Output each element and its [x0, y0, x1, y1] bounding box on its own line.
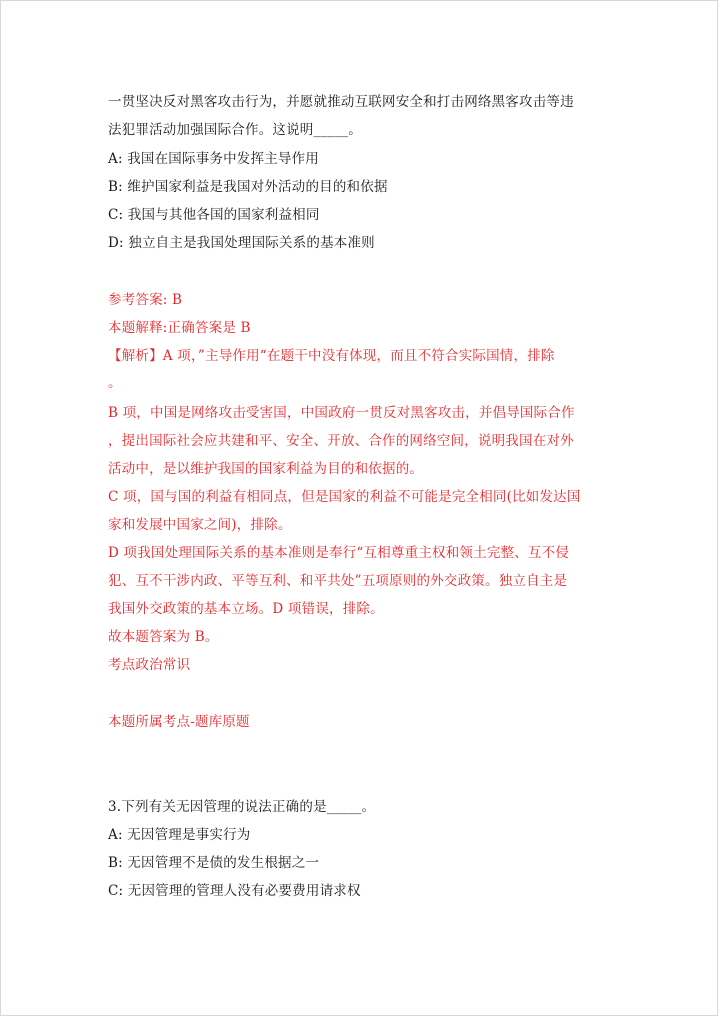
explanation-line: 犯、互不干涉内政、平等互利、和平共处”五项原则的外交政策。独立自主是 — [108, 573, 568, 589]
reference-answer: 参考答案: B — [108, 292, 183, 308]
explanation-line: 我国外交政策的基本立场。D 项错误，排除。 — [108, 601, 384, 617]
option-b: B: 维护国家利益是我国对外活动的目的和依据 — [108, 179, 388, 195]
option-c: C: 无因管理的管理人没有必要费用请求权 — [108, 883, 361, 899]
explanation-line: 活动中，是以维护我国的国家利益为目的和依据的。 — [108, 461, 424, 477]
question-3-stem: 3.下列有关无因管理的说法正确的是_____。 — [108, 799, 376, 815]
explanation-line: C 项，国与国的利益有相同点，但是国家的利益不可能是完全相同(比如发达国 — [108, 489, 581, 505]
explanation-line: 。 — [108, 375, 122, 391]
explanation-line: B 项，中国是网络攻击受害国，中国政府一贯反对黑客攻击，并倡导国际合作 — [108, 405, 575, 421]
explanation-line: 考点政治常识 — [108, 657, 191, 673]
option-d: D: 独立自主是我国处理国际关系的基本准则 — [108, 235, 375, 251]
question-category: 本题所属考点-题库原题 — [108, 714, 250, 730]
option-a: A: 无因管理是事实行为 — [108, 827, 251, 843]
explanation-line: 【解析】A 项，”主导作用“在题干中没有体现，而且不符合实际国情，排除 — [108, 348, 555, 364]
option-c: C: 我国与其他各国的国家利益相同 — [108, 207, 320, 223]
explanation-heading: 本题解释:正确答案是 B — [108, 320, 251, 336]
question-stem-line-2: 法犯罪活动加强国际合作。这说明_____。 — [108, 122, 362, 138]
explanation-line: 故本题答案为 B。 — [108, 629, 219, 645]
option-b: B: 无因管理不是债的发生根据之一 — [108, 855, 320, 871]
question-stem-line-1: 一贯坚决反对黑客攻击行为，并愿就推动互联网安全和打击网络黑客攻击等违 — [108, 94, 574, 110]
explanation-line: 家和发展中国家之间)，排除。 — [108, 517, 292, 533]
explanation-line: ，提出国际社会应共建和平、安全、开放、合作的网络空间，说明我国在对外 — [108, 433, 574, 449]
option-a: A: 我国在国际事务中发挥主导作用 — [108, 151, 319, 167]
explanation-line: D 项我国处理国际关系的基本准则是奉行“互相尊重主权和领土完整、互不侵 — [108, 545, 570, 561]
